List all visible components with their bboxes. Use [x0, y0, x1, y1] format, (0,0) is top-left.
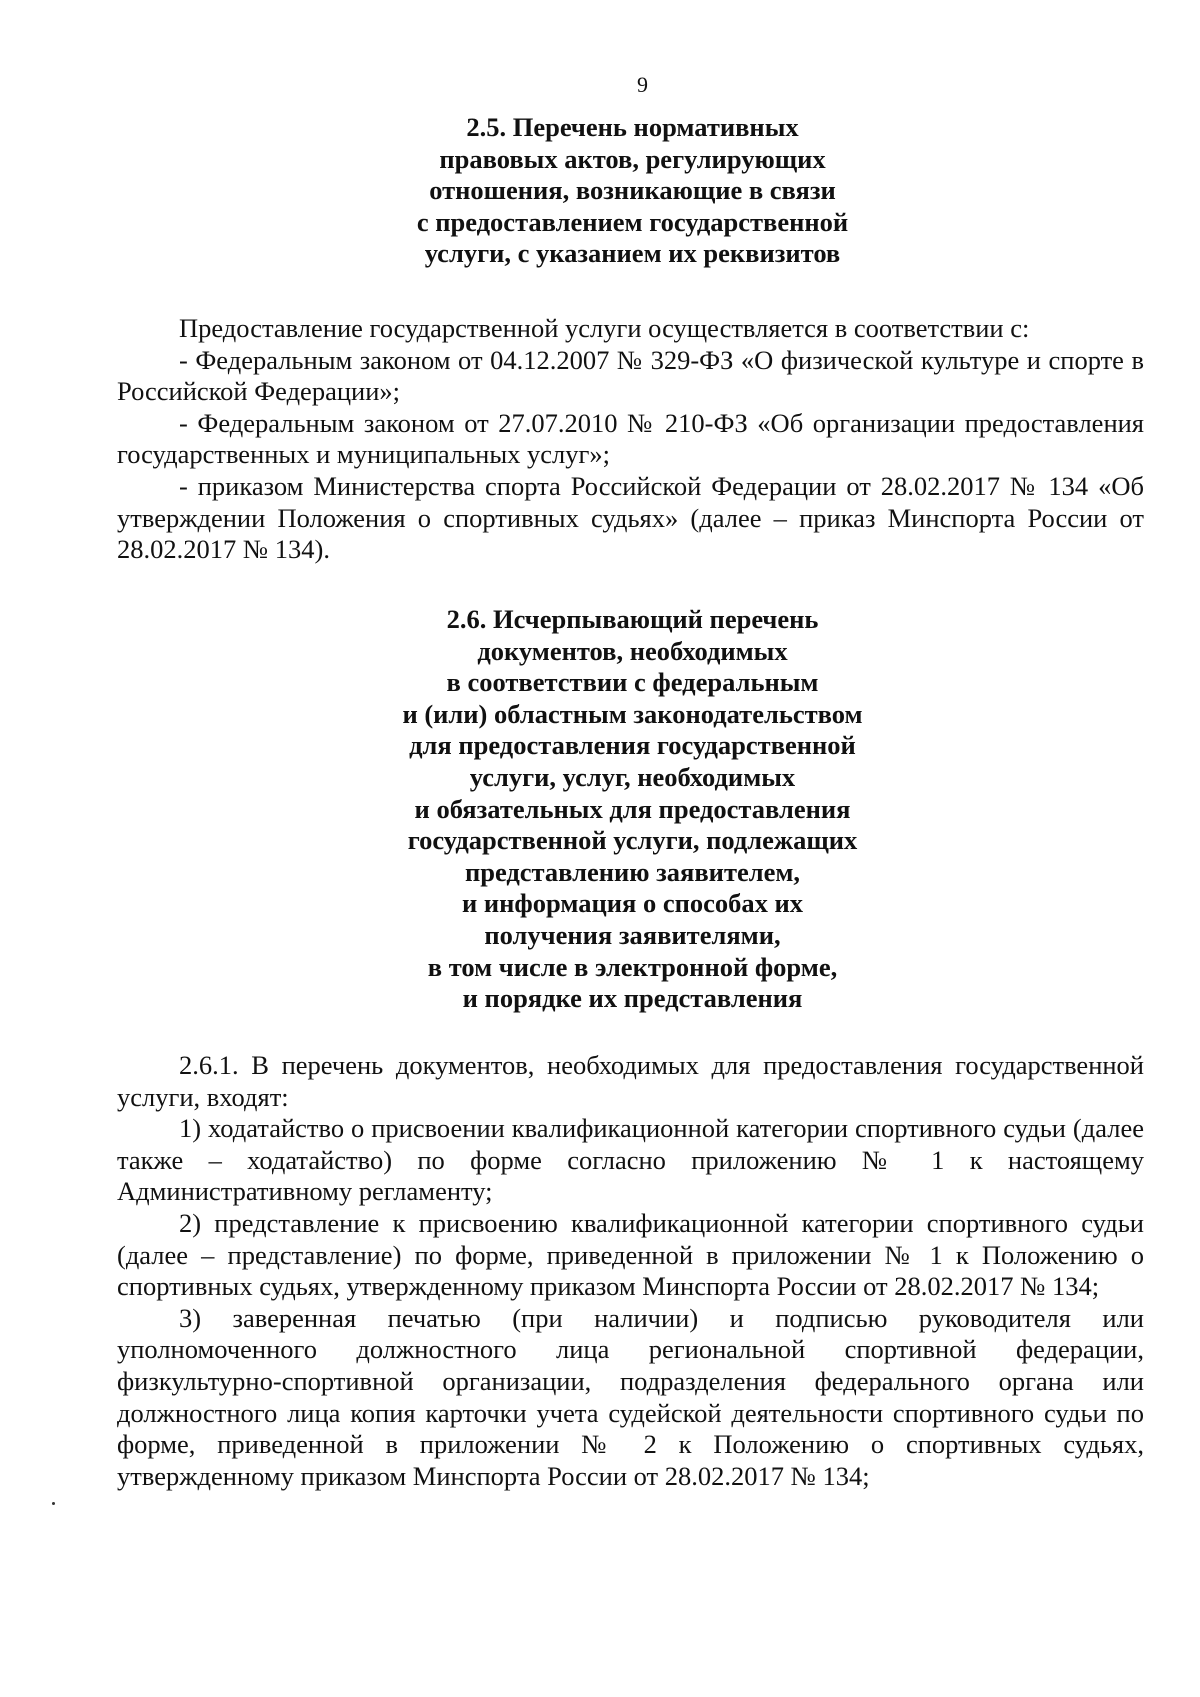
paragraph: - приказом Министерства спорта Российской Федерации от 28.02.2017 № 134 «Об утверждении Положения о спортивных судьях» (далее – приказ Минспорта России от 28.02.2017 № 134). [117, 470, 1144, 565]
heading-line: и (или) областным законодательством [402, 698, 863, 729]
heading-line: получения заявителями, [484, 919, 781, 950]
paragraph: - Федеральным законом от 27.07.2010 № 210-ФЗ «Об организации предоставления государственных и муниципальных услуг»; [117, 407, 1144, 470]
list-item: 3) заверенная печатью (при наличии) и подписью руководителя или уполномоченного должностного лица региональной спортивной федерации, физкультурно-спортивной организации, подразделения федерального органа или должностного лица копия карточки учета судейской деятельности спортивного судьи по форме, приведенной в приложении № 2 к Положению о спортивных судьях, утвержденному приказом Минспорта России от 28.02.2017 № 134; [117, 1302, 1144, 1491]
heading-line: в том числе в электронной форме, [427, 951, 838, 982]
heading-line: 2.6. Исчерпывающий перечень [446, 604, 819, 634]
heading-line: правовых актов, регулирующих [439, 143, 826, 174]
heading-line: с предоставлением государственной [416, 206, 849, 237]
heading-line: услуги, с указанием их реквизитов [424, 238, 841, 269]
heading-line: и обязательных для предоставления [414, 793, 851, 824]
heading-line: документов, необходимых [477, 635, 788, 666]
heading-line: в соответствии с федеральным [446, 667, 819, 698]
page-number: 9 [637, 72, 648, 97]
section-2-5-body [117, 313, 1144, 566]
heading-line: представлению заявителем, [464, 856, 801, 887]
heading-line: государственной услуги, подлежащих [407, 825, 858, 856]
section-2-6-heading [120, 604, 1145, 1015]
heading-line: услуги, услуг, необходимых [469, 761, 796, 792]
heading-line: 2.5. Перечень нормативных [466, 112, 799, 142]
list-item: 1) ходатайство о присвоении квалификационной категории спортивного судьи (далее также – ходатайство) по форме согласно приложению № 1 к настоящему Административному регламенту; [117, 1113, 1144, 1207]
section-2-5-heading [120, 112, 1145, 270]
heading-line: для предоставления государственной [409, 730, 856, 761]
paragraph: Предоставление государственной услуги осуществляется в соответствии с: [179, 313, 1030, 343]
list-item: 2) представление к присвоению квалификационной категории спортивного судьи (далее – представление) по форме, приведенной в приложении № 1 к Положению о спортивных судьях, утвержденному приказом Минспорта России от 28.02.2017 № 134; [117, 1207, 1144, 1302]
paragraph: 2.6.1. В перечень документов, необходимых для предоставления государственной услуги, входят: [117, 1050, 1144, 1112]
heading-line: и порядке их представления [462, 983, 803, 1014]
heading-line: отношения, возникающие в связи [429, 175, 836, 206]
paragraph: - Федеральным законом от 04.12.2007 № 329-ФЗ «О физической культуре и спорте в Российской Федерации»; [117, 344, 1144, 407]
scan-speck [52, 1502, 55, 1505]
heading-line: и информация о способах их [461, 888, 804, 919]
section-2-6-body [117, 1050, 1144, 1492]
